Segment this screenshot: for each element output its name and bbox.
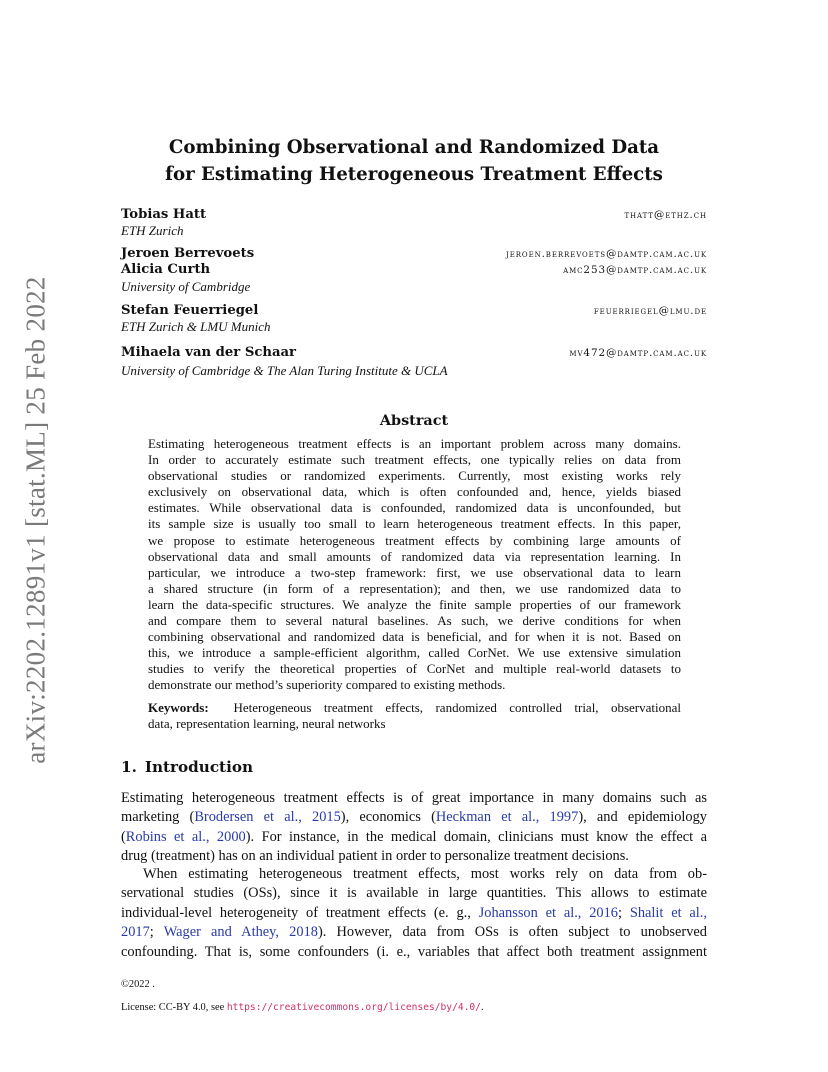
paragraph-line — [121, 904, 707, 923]
author-name: Mihaela van der Schaar — [121, 345, 296, 360]
text-span: ; — [618, 904, 630, 921]
author-email[interactable]: jeroen.berrevoets@damtp.cam.ac.uk — [506, 248, 707, 260]
text-span: ), economics ( — [340, 809, 436, 826]
abstract-line: observational studies or randomized experiments. Currently, most existing works rely — [148, 468, 681, 484]
author-email[interactable]: thatt@ethz.ch — [624, 209, 707, 221]
keywords-text-2: data, representation learning, neural networks — [148, 716, 386, 732]
abstract-line: demonstrate our method’s superiority compared to existing methods. — [148, 677, 506, 693]
affiliation: University of Cambridge — [121, 279, 251, 294]
section-title: Introduction — [144, 758, 254, 776]
license-notice — [121, 1002, 484, 1013]
paragraph-line — [121, 923, 707, 942]
paragraph-line — [121, 828, 707, 847]
text-span: ; — [149, 924, 164, 941]
abstract-line: observational data and small amounts of randomized data via representation learning. In — [148, 548, 681, 564]
title-line-1: Combining Observational and Randomized Data — [168, 137, 660, 158]
abstract-heading: Abstract — [379, 412, 449, 429]
abstract-line: its sample size is usually too small to learn heterogeneous treatment effects. In this paper, — [148, 516, 681, 532]
text-span: individual-level heterogeneity of treatment effects (e. g., — [121, 904, 479, 921]
text-span: ), and epidemiology — [578, 809, 707, 826]
affiliation: University of Cambridge & The Alan Turing Institute & UCLA — [121, 363, 448, 378]
text-span: ( — [121, 828, 126, 845]
citation-link[interactable]: Brodersen et al., 2015 — [194, 809, 341, 826]
author-email[interactable]: mv472@damtp.cam.ac.uk — [569, 347, 707, 359]
author-name: Jeroen Berrevoets — [121, 246, 255, 261]
abstract-line: a shared structure (in form of a representation); and then, we use randomized data to — [148, 580, 681, 596]
author-name: Tobias Hatt — [121, 207, 207, 222]
intro-paragraph-1 — [121, 789, 707, 867]
author-name: Stefan Feuerriegel — [121, 303, 259, 318]
license-prefix: License: CC-BY 4.0, see — [121, 1002, 227, 1013]
author-row — [121, 303, 707, 320]
citation-link[interactable]: Shalit et al., — [629, 904, 707, 921]
paragraph-line: confounding. That is, some confounders (i. e., variables that affect both treatment assignment — [121, 943, 707, 960]
abstract-line: learn the data-specific structures. We analyze the finite sample properties of our framework — [148, 596, 681, 612]
abstract-line: Estimating heterogeneous treatment effects is an important problem across many domains. — [148, 436, 681, 451]
keywords-label: Keywords: — [148, 700, 209, 715]
abstract-body — [148, 436, 681, 694]
author-row — [121, 207, 707, 224]
abstract-line: In order to accurately estimate such treatment effects, one typically relies on data from — [148, 452, 681, 468]
abstract-line: and compare them to several natural baselines. As such, we derive conditions for when — [148, 613, 681, 629]
paragraph-line: When estimating heterogeneous treatment effects, most works rely on data from ob- — [143, 866, 707, 882]
abstract-line: estimates. While observational data is confounded, randomized data is unconfounded, but — [148, 500, 681, 516]
abstract-line: studies to verify the theoretical properties of CorNet and multiple real-world datasets to — [148, 661, 681, 677]
license-link[interactable]: https://creativecommons.org/licenses/by/4.0/ — [226, 1002, 481, 1013]
abstract-line: particular, we introduce a two-step framework: first, we use observational data to learn — [148, 564, 681, 580]
author-row — [121, 246, 707, 263]
abstract-line: combining observational and randomized data is beneficial, and for when it is not. Based on — [148, 629, 681, 645]
author-row — [121, 262, 707, 279]
abstract-line: we propose to estimate heterogeneous treatment effects by combining large amounts of — [148, 532, 681, 548]
paragraph-line: servational studies (OSs), since it is available in large quantities. This allows to estimate — [121, 885, 707, 902]
author-email[interactable]: feuerriegel@lmu.de — [593, 305, 707, 317]
abstract-line: exclusively on observational data, which is often confounded and, hence, yields biased — [148, 484, 681, 500]
copyright-notice: ©2022 . — [121, 979, 155, 990]
citation-link[interactable]: Robins et al., 2000 — [125, 828, 246, 845]
author-email[interactable]: amc253@damtp.cam.ac.uk — [563, 264, 707, 276]
license-suffix: . — [480, 1002, 484, 1013]
keywords-text-1: Heterogeneous treatment effects, randomized controlled trial, observational — [233, 700, 682, 715]
intro-paragraph-2 — [121, 865, 707, 962]
arxiv-side-stamp: arXiv:2202.12891v1 [stat.ML] 25 Feb 2022 — [20, 276, 51, 764]
affiliation: ETH Zurich & LMU Munich — [121, 319, 271, 334]
citation-link[interactable]: Johansson et al., 2016 — [478, 904, 618, 921]
keywords-line-1 — [148, 700, 681, 716]
citation-link[interactable]: 2017 — [121, 924, 150, 941]
paragraph-line — [121, 808, 707, 827]
author-name: Alicia Curth — [121, 262, 211, 277]
paragraph-line: drug (treatment) has on an individual patient in order to personalize treatment decisions. — [121, 848, 629, 865]
paragraph-line: Estimating heterogeneous treatment effects is of great importance in many domains such as — [121, 790, 707, 806]
author-row — [121, 345, 707, 362]
keywords — [148, 700, 681, 732]
text-span: ). For instance, in the medical domain, clinicians must know the effect a — [245, 828, 707, 845]
section-heading — [121, 758, 253, 776]
title-line-2: for Estimating Heterogeneous Treatment Effects — [165, 164, 663, 185]
text-span: marketing ( — [121, 809, 195, 826]
abstract-line: this, we introduce a sample-efficient algorithm, called CorNet. We use extensive simulation — [148, 645, 681, 661]
text-span: ). However, data from OSs is often subject to unobserved — [317, 924, 707, 941]
citation-link[interactable]: Heckman et al., 1997 — [435, 809, 579, 826]
citation-link[interactable]: Wager and Athey, 2018 — [163, 924, 318, 941]
affiliation: ETH Zurich — [121, 223, 184, 238]
paper-title — [122, 134, 706, 188]
section-number: 1. — [121, 758, 137, 776]
